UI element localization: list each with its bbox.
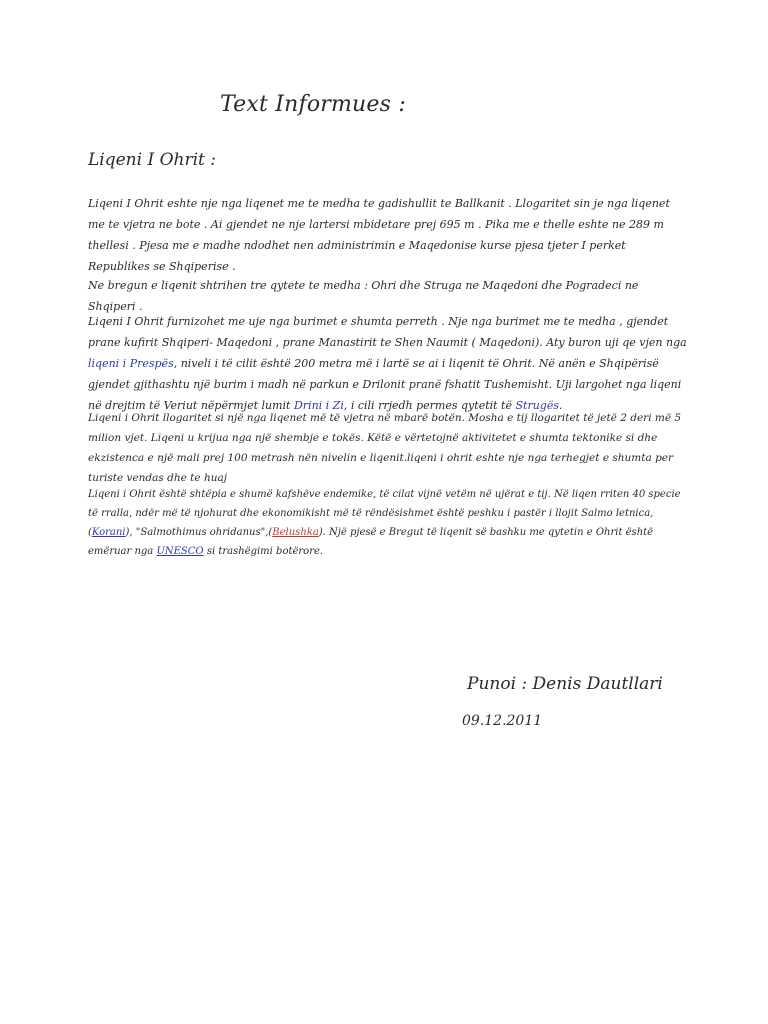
document-date: 09.12.2011 — [462, 713, 543, 729]
paragraph-5 — [88, 485, 688, 561]
paragraph-3 — [88, 311, 688, 416]
inline-link[interactable]: liqeni i Prespës — [88, 357, 174, 370]
paragraph-text: Liqeni i Ohrit është shtëpia e shumë kafshëve endemike, të cilat vijnë vetëm në ujërat e tij. Në liqen rriten 40 specie të rralla, ndër më të njohurat dhe ekonomikisht më të rëndësishmet është peshku i pastër i llojit Salmo letnica, ( — [88, 489, 681, 538]
paragraph-text: , niveli i të cilit është 200 metra më i lartë se ai i liqenit të Ohrit. Në anën e Shqipërisë gjendet gjithashtu një burim i madh në parkun e Drilonit pranë fshatit Tushemisht. Uji largohet nga liqeni në drejtim të Veriut nëpërmjet lumit — [88, 357, 682, 412]
paragraph-text: Ne bregun e liqenit shtrihen tre qytete te medha : Ohri dhe Struga ne Maqedoni dhe Pogradeci ne Shqiperi . — [88, 279, 639, 313]
inline-link[interactable]: UNESCO — [156, 546, 204, 557]
document-title: Text Informues : — [220, 92, 406, 117]
paragraph-1 — [88, 193, 688, 277]
paragraph-text: Liqeni I Ohrit furnizohet me uje nga burimet e shumta perreth . Nje nga burimet me te medha , gjendet prane kufirit Shqiperi- Maqedoni , prane Manastirit te Shen Naumit ( Maqedoni). Aty buron uji qe vjen nga — [88, 315, 687, 349]
paragraph-text: si trashëgimi botërore. — [203, 546, 324, 557]
inline-link[interactable]: Drini i Zi — [293, 399, 344, 412]
inline-link[interactable]: Korani — [91, 527, 126, 538]
paragraph-text: . — [558, 399, 563, 412]
paragraph-text: Liqeni i Ohrit llogaritet si një nga liqenet më të vjetra në mbarë botën. Mosha e tij llogaritet të jetë 2 deri më 5 milion vjet. Liqeni u krijua nga një shembje e tokës. Këtë e vërtetojnë aktivitetet e shumta tektonike si dhe ekzistenca e një mali prej 100 metrash nën nivelin e liqenit.liqeni i ohrit eshte nje nga terhegjet e shumta per turiste vendas dhe te huaj — [88, 412, 682, 484]
inline-link[interactable]: Belushka — [272, 527, 319, 538]
section-heading: Liqeni I Ohrit : — [88, 150, 216, 170]
signature: Punoi : Denis Dautllari — [467, 674, 663, 694]
paragraph-text: ), "Salmothimus ohridanus",( — [125, 527, 273, 538]
paragraph-4 — [88, 408, 688, 488]
inline-link[interactable]: Strugës — [515, 399, 559, 412]
paragraph-text: , i cili rrjedh permes qytetit të — [343, 399, 516, 412]
paragraph-text: Liqeni I Ohrit eshte nje nga liqenet me te medha te gadishullit te Ballkanit . Llogaritet sin je nga liqenet me te vjetra ne bote . Ai gjendet ne nje lartersi mbidetare prej 695 m . Pika me e thelle eshte ne 289 m thellesi . Pjesa me e madhe ndodhet nen administrimin e Maqedonise kurse pjesa tjeter I perket Republikes se Shqiperise . — [88, 197, 670, 273]
paragraph-text: ). Një pjesë e Bregut të liqenit së bashku me qytetin e Ohrit është emëruar nga — [88, 527, 654, 557]
